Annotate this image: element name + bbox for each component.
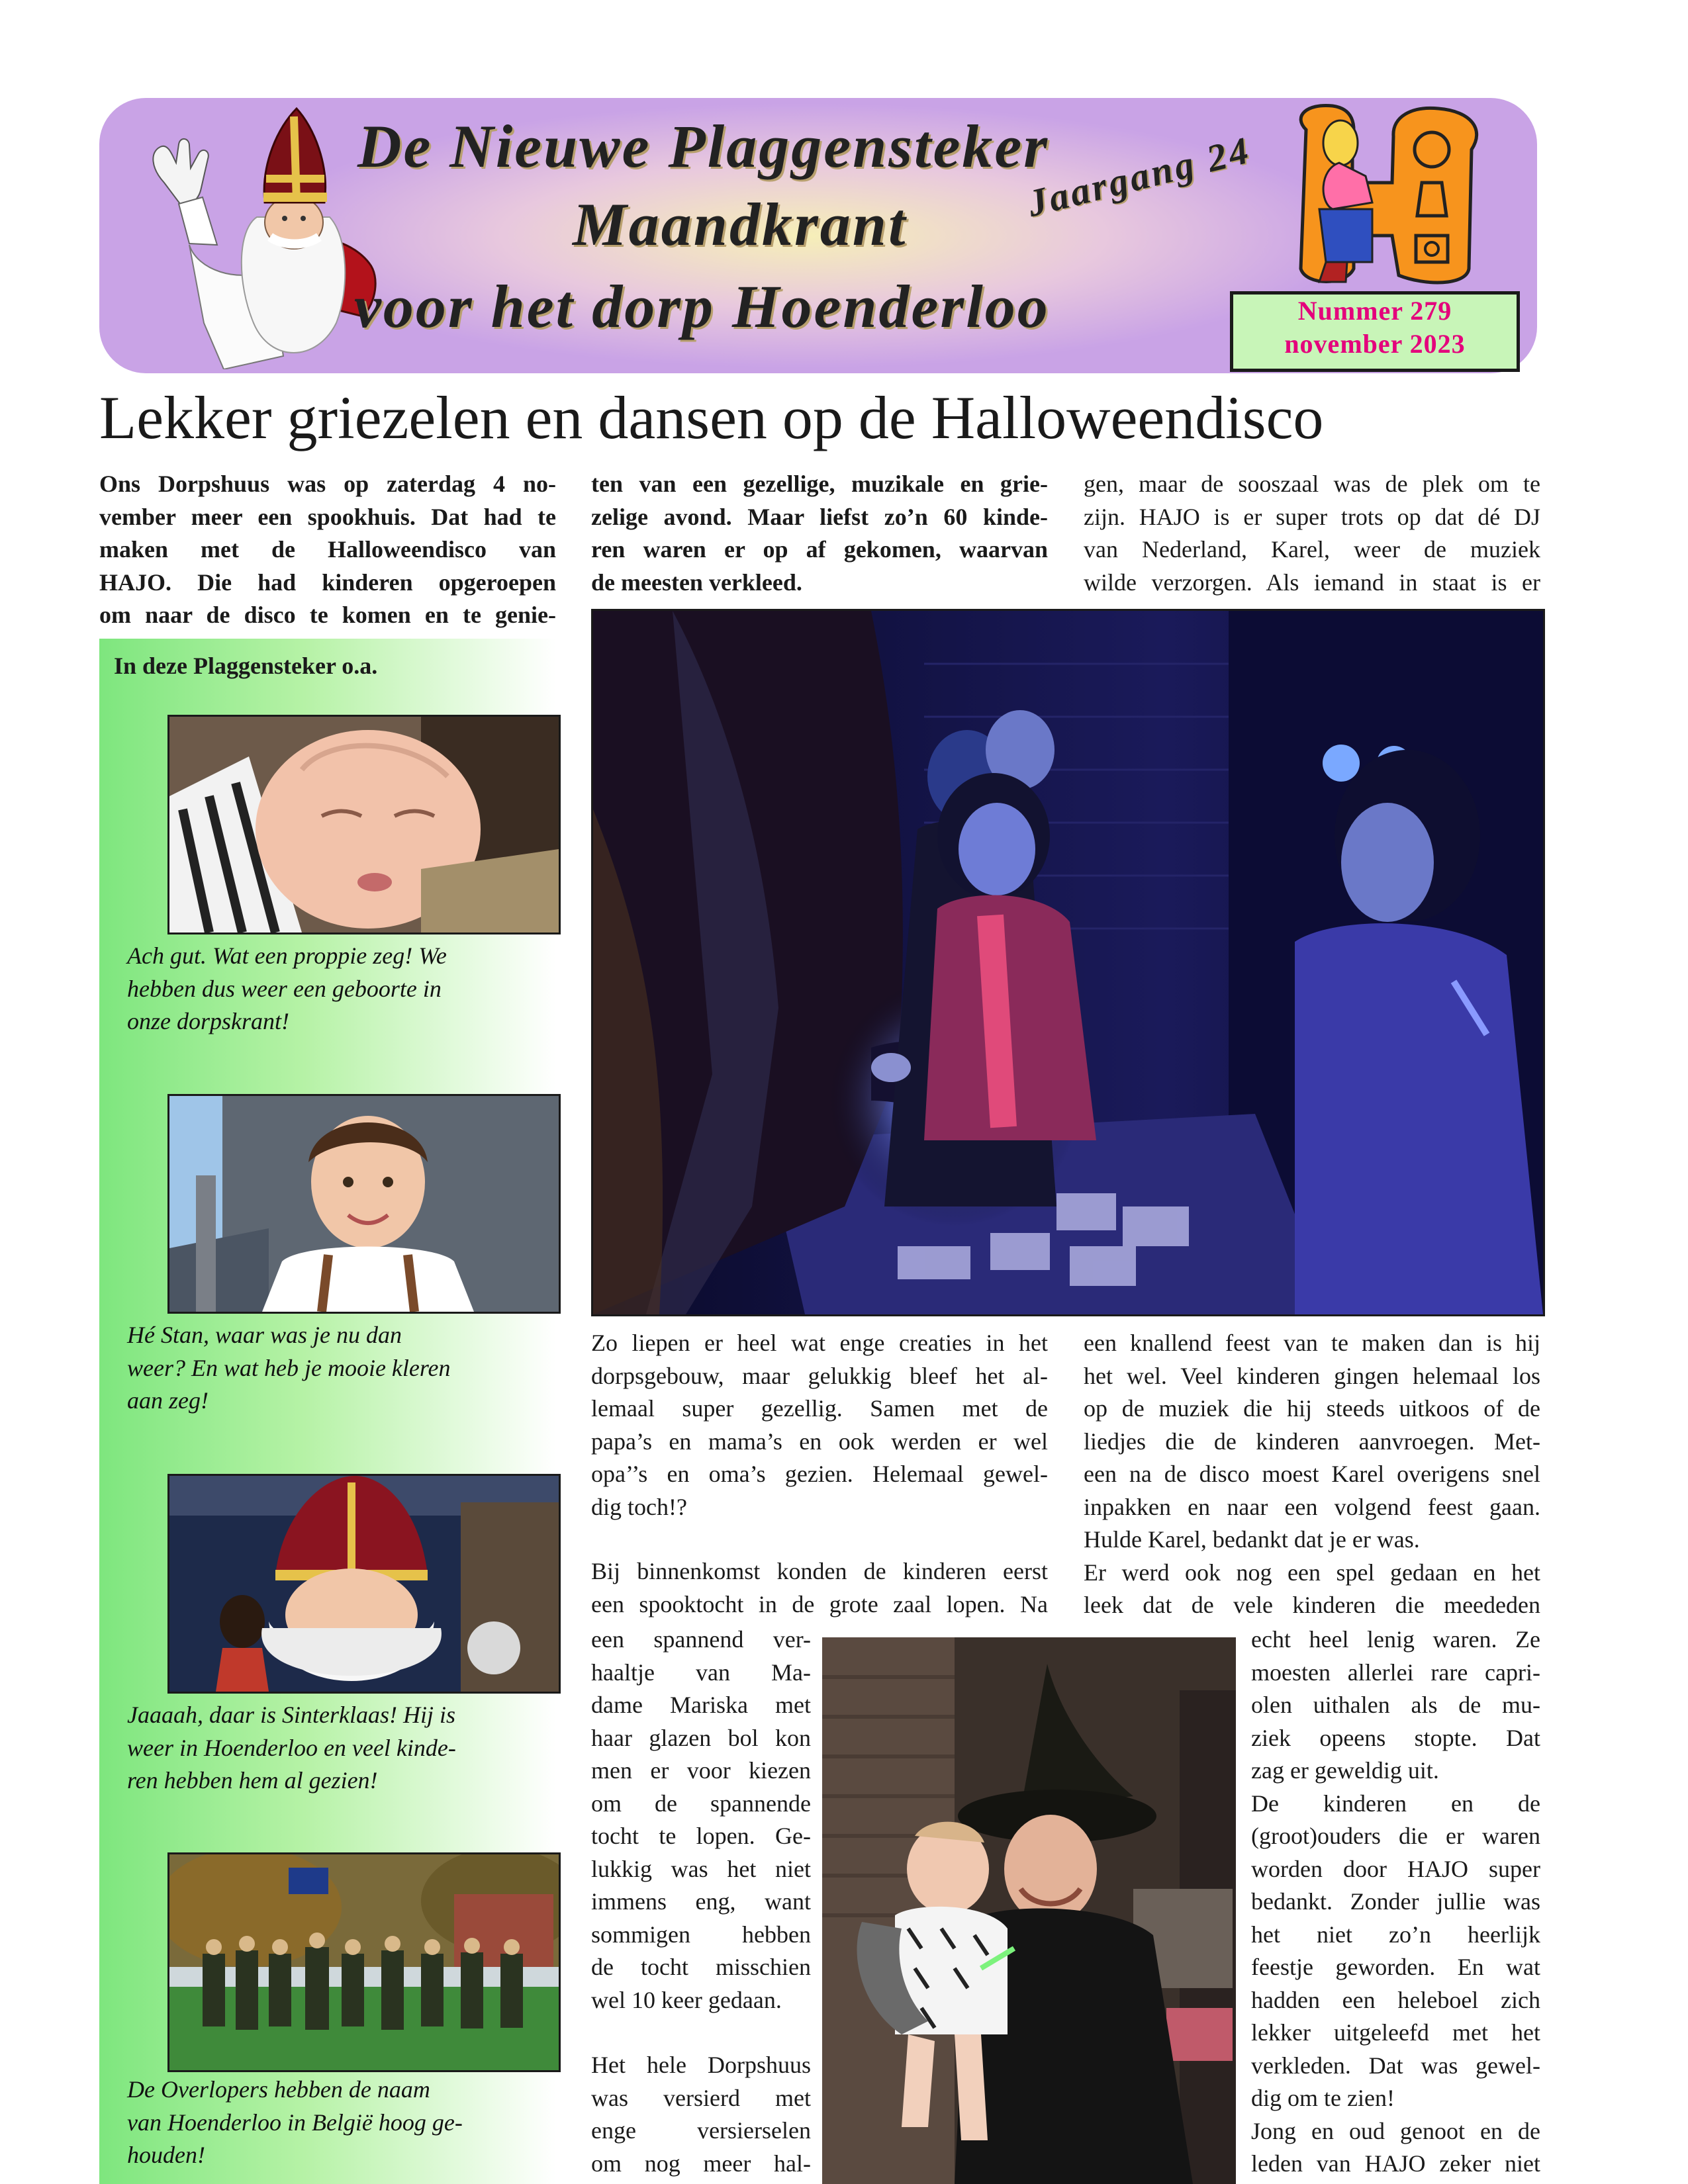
text-line: haar glazen bol kon [591, 1724, 811, 1751]
text-line: wilde verzorgen. Als iemand in staat is er [1084, 569, 1540, 596]
text-line: Ons Dorpshuus was op zaterdag 4 no- [99, 471, 556, 497]
text-line: verkleden. Dat was gewel- [1251, 2052, 1540, 2079]
text-line: een na de disco moest Karel overigens snel [1084, 1461, 1540, 1487]
text-line: inpakken en naar een volgend feest gaan. [1084, 1493, 1540, 1520]
text-line: ren waren er op af gekomen, waarvan [591, 536, 1048, 563]
body-column-3-narrow [1251, 1623, 1540, 2181]
masthead [99, 98, 1537, 373]
issue-number: Nummer 279 [1297, 296, 1452, 326]
sidebar-contents-box [99, 639, 556, 2184]
caption-line: De Overlopers hebben de naam [127, 2076, 430, 2103]
caption-line: hebben dus weer een geboorte in [127, 975, 442, 1002]
text-line: een spannend ver- [591, 1626, 811, 1653]
text-line: haaltje van Ma- [591, 1659, 811, 1686]
caption-line: aan zeg! [127, 1387, 209, 1414]
text-line: wel 10 keer gedaan. [591, 1986, 782, 2013]
text-line: maken met de Halloweendisco van [99, 536, 556, 563]
text-line: Het hele Dorpshuus [591, 2052, 811, 2078]
text-line: bedankt. Zonder jullie was [1251, 1888, 1540, 1915]
boy-photo [167, 1094, 561, 1314]
text-line: worden door HAJO super [1251, 1855, 1540, 1882]
sidebar-caption-2 [127, 1319, 538, 1418]
text-line: tocht te lopen. Ge- [591, 1823, 811, 1849]
text-line: Hulde Karel, bedankt dat je er was. [1084, 1526, 1420, 1553]
text-line: moesten allerlei rare capri- [1251, 1659, 1540, 1686]
sidebar-caption-3 [127, 1699, 538, 1797]
text-line: een knallend feest van te maken dan is hij [1084, 1330, 1540, 1356]
text-line: dig om te zien! [1251, 2085, 1395, 2111]
text-line: dame Mariska met [591, 1692, 811, 1718]
sidebar-title: In deze Plaggensteker o.a. [114, 653, 378, 679]
caption-line: weer in Hoenderloo en veel kinde- [127, 1734, 456, 1761]
text-line: vember meer een spookhuis. Dat had te [99, 503, 556, 530]
text-line: Jong en oud genoot en de [1251, 2117, 1540, 2144]
text-line: de meesten verkleed. [591, 569, 802, 596]
text-line: dorpsgebouw, maar gelukkig bleef het al- [591, 1362, 1048, 1389]
text-line: van Nederland, Karel, weer de muziek [1084, 536, 1540, 563]
text-line: echt heel lenig waren. Ze [1251, 1626, 1540, 1653]
caption-line: Hé Stan, waar was je nu dan [127, 1322, 402, 1348]
text-line: om naar de disco te komen en te genie- [99, 602, 556, 628]
text-line: papa’s en mama’s en ook werden er wel [591, 1428, 1048, 1455]
caption-line: houden! [127, 2142, 205, 2168]
text-line: (groot)ouders die er waren [1251, 1823, 1540, 1849]
text-line: de tocht misschien [591, 1954, 811, 1980]
text-line: feestje geworden. En wat [1251, 1954, 1540, 1980]
text-line: De kinderen en de [1251, 1790, 1540, 1817]
issue-date: november 2023 [1284, 329, 1466, 359]
caption-line: Jaaaah, daar is Sinterklaas! Hij is [127, 1702, 455, 1728]
text-line: leden van HAJO zeker niet [1251, 2150, 1540, 2177]
text-line: een spooktocht in de grote zaal lopen. Na [591, 1590, 1048, 1617]
text-line: men er voor kiezen [591, 1757, 811, 1784]
text-line: het niet zo’n heerlijk [1251, 1921, 1540, 1948]
body-column-2-narrow [591, 1623, 811, 2180]
text-line: lekker uitgeleefd met het [1251, 2019, 1540, 2046]
text-line: op de muziek die hij steeds uitkoos of de [1084, 1395, 1540, 1422]
text-line: zijn. HAJO is er super trots op dat dé DJ [1084, 503, 1540, 530]
text-line: zelige avond. Maar liefst zo’n 60 kinde- [591, 503, 1048, 530]
caption-line: Ach gut. Wat een proppie zeg! We [127, 942, 447, 969]
witch-with-toddler-photo [822, 1637, 1236, 2184]
volume-label: Jaargang 24 [1023, 128, 1256, 226]
masthead-title-line1: De Nieuwe Plaggensteker [357, 113, 1050, 180]
body-column-2-middle [591, 1555, 1048, 1621]
halloween-crystal-ball-photo [591, 609, 1545, 1316]
article-headline: Lekker griezelen en dansen op de Halloweendisco [99, 384, 1324, 451]
paragraph-gap [591, 2017, 811, 2049]
text-line: was versierd met [591, 2084, 811, 2111]
text-line: dig toch!? [591, 1493, 687, 1520]
body-column-2-top [591, 1327, 1048, 1524]
text-line: gen, maar de sooszaal was de plek om te [1084, 471, 1540, 497]
caption-line: onze dorpskrant! [127, 1008, 289, 1034]
text-line: enge versierselen [591, 2117, 811, 2144]
text-line: zag er geweldig uit. [1251, 1757, 1439, 1784]
sidebar-caption-1 [127, 940, 538, 1038]
intro-column-1 [99, 468, 556, 632]
text-line: HAJO. Die had kinderen opgeroepen [99, 569, 556, 596]
body-column-3-top [1084, 1327, 1540, 1622]
text-line: Er werd ook nog een spel gedaan en het [1084, 1559, 1540, 1586]
caption-line: van Hoenderloo in België hoog ge- [127, 2109, 463, 2136]
caption-line: weer? En wat heb je mooie kleren [127, 1354, 451, 1381]
hajo-logo [1293, 103, 1491, 287]
text-line: ten van een gezellige, muzikale en grie- [591, 471, 1048, 497]
sidebar-caption-4 [127, 2073, 538, 2172]
text-line: lemaal super gezellig. Samen met de [591, 1395, 1048, 1422]
text-line: Bij binnenkomst konden de kinderen eerst [591, 1558, 1048, 1584]
text-line: om nog meer hal- [591, 2150, 811, 2177]
text-line: Zo liepen er heel wat enge creaties in het [591, 1330, 1048, 1356]
intro-column-2 [591, 468, 1048, 599]
text-line: hadden een heleboel zich [1251, 1986, 1540, 2013]
text-line: ziek opeens stopte. Dat [1251, 1724, 1540, 1751]
masthead-title-line2: Maandkrant [573, 191, 908, 258]
text-line: het wel. Veel kinderen gingen helemaal los [1084, 1362, 1540, 1389]
caption-line: ren hebben hem al gezien! [127, 1767, 378, 1794]
text-line: leek dat de vele kinderen die meededen [1084, 1592, 1540, 1618]
text-line: lukkig was het niet [591, 1855, 811, 1882]
intro-column-3 [1084, 468, 1540, 599]
overlopers-band-photo [167, 1852, 561, 2072]
masthead-title-line3: voor het dorp Hoenderloo [354, 273, 1050, 340]
text-line: liedjes die de kinderen aanvroegen. Met- [1084, 1428, 1540, 1455]
issue-box [1230, 291, 1520, 372]
text-line: olen uithalen als de mu- [1251, 1692, 1540, 1718]
text-line: sommigen hebben [591, 1921, 811, 1948]
sinterklaas-photo [167, 1474, 561, 1694]
text-line: opa’’s en oma’s gezien. Helemaal gewel- [591, 1461, 1048, 1487]
text-line: om de spannende [591, 1790, 811, 1817]
text-line: immens eng, want [591, 1888, 811, 1915]
baby-photo [167, 715, 561, 934]
